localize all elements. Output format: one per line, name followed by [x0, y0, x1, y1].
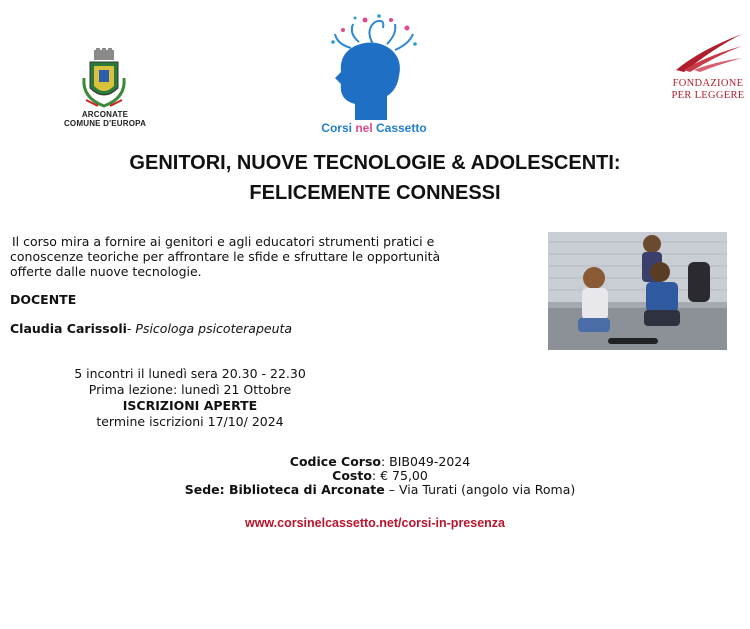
intro-line3: offerte dalle nuove tecnologie.	[10, 264, 202, 279]
docente-heading: DOCENTE	[10, 292, 77, 307]
arconate-crest-logo	[80, 48, 128, 110]
fondazione-swoosh-logo	[670, 30, 746, 74]
course-code	[120, 455, 640, 469]
fondazione-caption	[670, 78, 746, 102]
meetings-text: 5 incontri il lunedì sera 20.30 - 22.30	[74, 366, 306, 381]
enrollment-deadline: termine iscrizioni 17/10/ 2024	[96, 414, 284, 429]
fondazione-caption-line1: FONDAZIONE	[672, 78, 744, 89]
course-code-label: Codice Corso	[289, 454, 381, 469]
teacher-info	[10, 321, 292, 336]
schedule-block	[40, 366, 340, 430]
website-link[interactable]: www.corsinelcassetto.net/corsi-in-presenza	[244, 516, 506, 530]
course-cost	[120, 469, 640, 483]
course-cost-value: : € 75,00	[371, 468, 428, 483]
arconate-caption-line2: COMUNE D'EUROPA	[63, 119, 147, 128]
course-code-value: : BIB049-2024	[380, 454, 471, 469]
caption-cassetto: Cassetto	[372, 121, 427, 135]
title-line2: FELICEMENTE CONNESSI	[249, 182, 501, 204]
first-lesson-text: Prima lezione: lunedì 21 Ottobre	[88, 382, 292, 397]
intro-line1: Il corso mira a fornire ai genitori e agli educatori strumenti pratici e	[12, 234, 435, 249]
course-venue	[120, 483, 640, 497]
course-venue-value: – Via Turati (angolo via Roma)	[384, 482, 576, 497]
teenagers-with-phones-photo	[548, 232, 727, 350]
enrollment-status: ISCRIZIONI APERTE	[122, 398, 258, 413]
arconate-caption-line1: ARCONATE	[81, 110, 129, 119]
course-venue-label: Sede: Biblioteca di Arconate	[184, 482, 385, 497]
arconate-caption	[60, 110, 150, 128]
teacher-role: Psicologa psicoterapeuta	[135, 321, 293, 336]
intro-line2: conoscenze teoriche per affrontare le sfide e sfruttare le opportunità	[10, 249, 441, 264]
teacher-name: Claudia Carissoli	[10, 321, 127, 336]
teacher-separator: -	[126, 321, 136, 336]
page-title	[0, 148, 750, 208]
corsi-nel-cassetto-logo	[325, 14, 421, 122]
caption-corsi: Corsi	[321, 121, 356, 135]
corsi-nel-cassetto-caption	[318, 121, 430, 135]
course-cost-label: Costo	[332, 468, 372, 483]
course-description	[10, 234, 520, 279]
title-line1: GENITORI, NUOVE TECNOLOGIE & ADOLESCENTI:	[129, 152, 621, 174]
course-details	[120, 455, 640, 497]
caption-nel: nel	[355, 121, 373, 135]
fondazione-caption-line2: PER LEGGERE	[671, 90, 745, 101]
